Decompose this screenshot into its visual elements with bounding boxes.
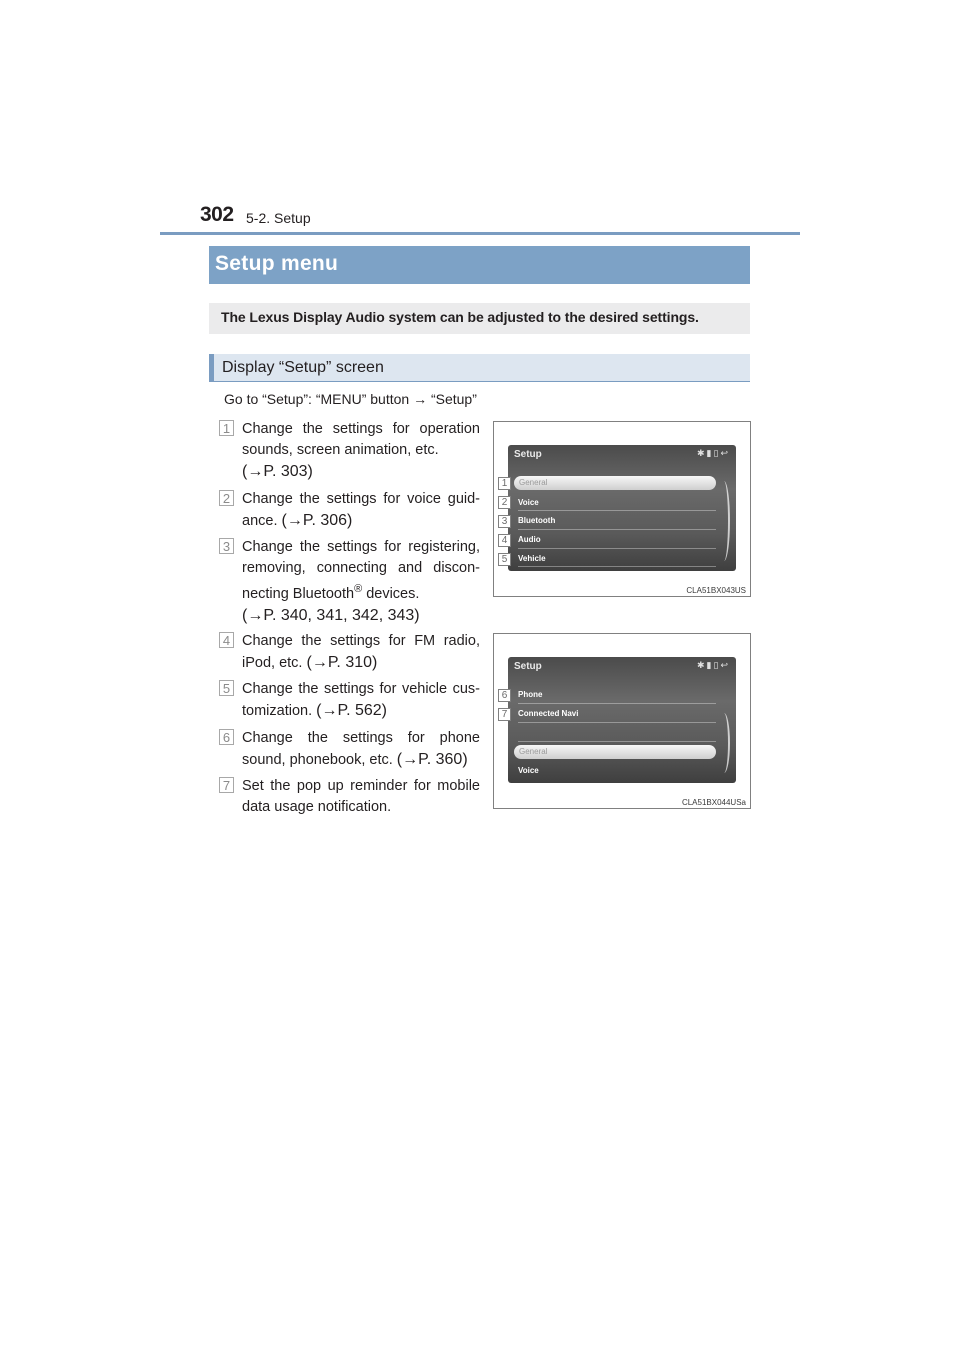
row-divider — [518, 566, 716, 567]
callout: 5 — [498, 553, 511, 566]
callout: 1 — [498, 477, 511, 490]
setup-screenshot-2 — [493, 633, 751, 809]
row-divider — [518, 529, 716, 530]
section-title: 5-2. Setup — [246, 210, 311, 226]
item-number: 1 — [219, 420, 234, 436]
item-number: 4 — [219, 632, 234, 648]
item-number: 6 — [219, 729, 234, 745]
subheading-accent — [209, 354, 214, 382]
callout: 7 — [498, 708, 511, 721]
selected-row: General — [514, 476, 716, 490]
menu-row: Voice — [518, 766, 539, 775]
scroll-arc — [718, 481, 730, 561]
callout: 2 — [498, 496, 511, 509]
menu-row: Voice — [518, 498, 539, 507]
image-code: CLA51BX043US — [686, 586, 746, 595]
row-divider — [518, 510, 716, 511]
item-number: 5 — [219, 680, 234, 696]
header-rule — [160, 232, 800, 235]
scroll-arc — [718, 713, 730, 773]
row-divider — [518, 741, 716, 742]
image-code: CLA51BX044USa — [681, 798, 746, 807]
callout: 3 — [498, 515, 511, 528]
item-text: Change the settings for phone sound, phonebook, etc. (→P. 360) — [242, 730, 480, 768]
item-text: Change the settings for voice guid-ance. (→P. 306) — [242, 491, 480, 529]
menu-row: Bluetooth — [518, 516, 556, 525]
status-icons: ✱▮▯↩ — [697, 660, 730, 670]
callout: 6 — [498, 689, 511, 702]
page-title: Setup menu — [215, 252, 339, 275]
selected-row: General — [514, 745, 716, 759]
item-text: Change the settings for vehicle cus-tomization. (→P. 562) — [242, 681, 480, 719]
page-number: 302 — [200, 203, 234, 226]
intro-text: The Lexus Display Audio system can be adjusted to the desired settings. — [221, 309, 699, 325]
subheading: Display “Setup” screen — [222, 359, 384, 376]
item-text: Set the pop up reminder for mobile data usage notification. — [242, 778, 480, 815]
status-icons: ✱▮▯↩ — [697, 448, 730, 458]
screen-title: Setup — [514, 661, 542, 672]
goto-instruction: Go to “Setup”: “MENU” button → “Setup” — [224, 391, 477, 407]
item-number: 2 — [219, 490, 234, 506]
menu-row: Audio — [518, 535, 541, 544]
menu-row: Phone — [518, 690, 543, 699]
row-divider — [518, 703, 716, 704]
item-number: 7 — [219, 777, 234, 793]
row-divider — [518, 722, 716, 723]
display-screen — [508, 657, 736, 783]
row-divider — [518, 548, 716, 549]
menu-row: Vehicle — [518, 554, 546, 563]
display-screen — [508, 445, 736, 571]
item-text: Change the settings for FM radio, iPod, etc. (→P. 310) — [242, 633, 480, 671]
item-text: Change the settings for registering, removing, connecting and discon-necting Bluetooth® devices. (→P. 340, 341, 342, 343) — [242, 539, 480, 624]
callout: 4 — [498, 534, 511, 547]
item-text: Change the settings for operation sounds, screen animation, etc. (→P. 303) — [242, 421, 480, 480]
screen-title: Setup — [514, 449, 542, 460]
item-number: 3 — [219, 538, 234, 554]
setup-screenshot-1 — [493, 421, 751, 597]
menu-row: Connected Navi — [518, 709, 579, 718]
